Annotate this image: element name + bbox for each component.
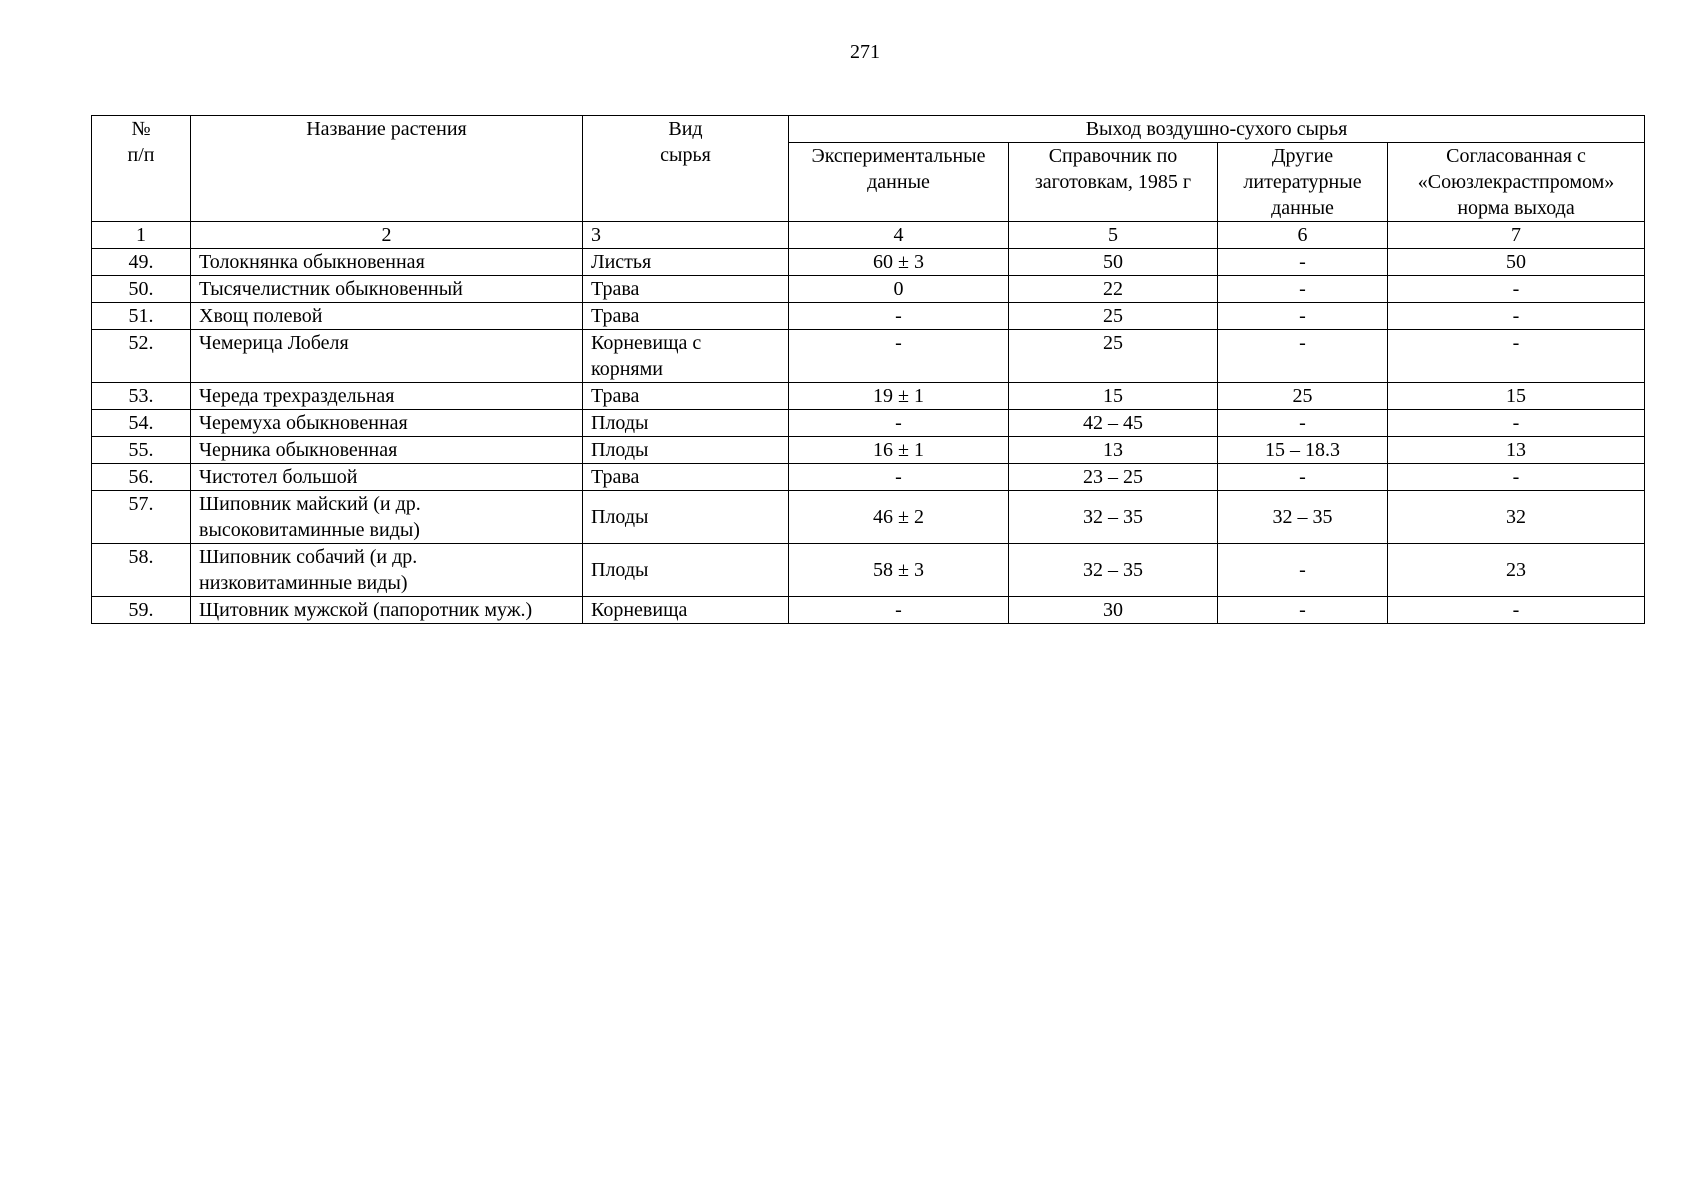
column-number: 5 bbox=[1009, 222, 1218, 249]
norm-value: 13 bbox=[1388, 437, 1645, 464]
raw-material-type: Трава bbox=[583, 383, 789, 410]
table-row bbox=[92, 330, 1645, 383]
plant-name: Тысячелистник обыкновенный bbox=[191, 276, 583, 303]
table-row bbox=[92, 410, 1645, 437]
experimental-value: 46 ± 2 bbox=[789, 491, 1009, 544]
table-row bbox=[92, 276, 1645, 303]
reference-value: 15 bbox=[1009, 383, 1218, 410]
norm-value: 23 bbox=[1388, 544, 1645, 597]
experimental-value: 16 ± 1 bbox=[789, 437, 1009, 464]
raw-material-type: Трава bbox=[583, 303, 789, 330]
experimental-value: - bbox=[789, 597, 1009, 624]
row-number: 58. bbox=[92, 544, 191, 597]
header-col-lit: Другие литературные данные bbox=[1218, 143, 1388, 222]
literature-value: 25 bbox=[1218, 383, 1388, 410]
literature-value: - bbox=[1218, 410, 1388, 437]
plant-name: Череда трехраздельная bbox=[191, 383, 583, 410]
plant-name: Чистотел большой bbox=[191, 464, 583, 491]
row-number: 52. bbox=[92, 330, 191, 383]
raw-material-type: Листья bbox=[583, 249, 789, 276]
header-col-norm: Согласованная с «Союзлекрастпромом» норма выхода bbox=[1388, 143, 1645, 222]
plant-name: Хвощ полевой bbox=[191, 303, 583, 330]
reference-value: 25 bbox=[1009, 330, 1218, 383]
reference-value: 50 bbox=[1009, 249, 1218, 276]
experimental-value: 58 ± 3 bbox=[789, 544, 1009, 597]
raw-material-type: Плоды bbox=[583, 410, 789, 437]
reference-value: 42 – 45 bbox=[1009, 410, 1218, 437]
header-col-name: Название растения bbox=[191, 116, 583, 222]
column-number: 4 bbox=[789, 222, 1009, 249]
literature-value: 32 – 35 bbox=[1218, 491, 1388, 544]
row-number: 59. bbox=[92, 597, 191, 624]
literature-value: - bbox=[1218, 464, 1388, 491]
norm-value: - bbox=[1388, 597, 1645, 624]
experimental-value: 60 ± 3 bbox=[789, 249, 1009, 276]
column-number: 3 bbox=[583, 222, 789, 249]
table-row bbox=[92, 303, 1645, 330]
row-number: 57. bbox=[92, 491, 191, 544]
literature-value: - bbox=[1218, 544, 1388, 597]
row-number: 53. bbox=[92, 383, 191, 410]
page-number: 271 bbox=[850, 41, 880, 63]
table-row bbox=[92, 383, 1645, 410]
literature-value: - bbox=[1218, 276, 1388, 303]
plant-name: Черемуха обыкновенная bbox=[191, 410, 583, 437]
header-col-ref: Справочник по заготовкам, 1985 г bbox=[1009, 143, 1218, 222]
row-number: 50. bbox=[92, 276, 191, 303]
norm-value: 50 bbox=[1388, 249, 1645, 276]
row-number: 49. bbox=[92, 249, 191, 276]
raw-material-type: Плоды bbox=[583, 491, 789, 544]
raw-material-type: Плоды bbox=[583, 544, 789, 597]
column-number: 1 bbox=[92, 222, 191, 249]
experimental-value: 19 ± 1 bbox=[789, 383, 1009, 410]
literature-value: 15 – 18.3 bbox=[1218, 437, 1388, 464]
norm-value: - bbox=[1388, 303, 1645, 330]
experimental-value: - bbox=[789, 464, 1009, 491]
plant-name: Шиповник майский (и др. высоковитаминные виды) bbox=[191, 491, 583, 544]
raw-material-type: Корневища bbox=[583, 597, 789, 624]
reference-value: 32 – 35 bbox=[1009, 491, 1218, 544]
experimental-value: 0 bbox=[789, 276, 1009, 303]
table-row bbox=[92, 437, 1645, 464]
experimental-value: - bbox=[789, 330, 1009, 383]
row-number: 54. bbox=[92, 410, 191, 437]
literature-value: - bbox=[1218, 249, 1388, 276]
reference-value: 25 bbox=[1009, 303, 1218, 330]
reference-value: 22 bbox=[1009, 276, 1218, 303]
row-number: 56. bbox=[92, 464, 191, 491]
reference-value: 32 – 35 bbox=[1009, 544, 1218, 597]
table-row bbox=[92, 544, 1645, 597]
plant-name: Толокнянка обыкновенная bbox=[191, 249, 583, 276]
table-row bbox=[92, 491, 1645, 544]
header-col-type: Вид сырья bbox=[583, 116, 789, 222]
norm-value: 15 bbox=[1388, 383, 1645, 410]
header-group-yield: Выход воздушно-сухого сырья bbox=[789, 116, 1645, 143]
table-row bbox=[92, 249, 1645, 276]
norm-value: - bbox=[1388, 464, 1645, 491]
raw-material-type: Трава bbox=[583, 464, 789, 491]
literature-value: - bbox=[1218, 330, 1388, 383]
raw-material-type: Плоды bbox=[583, 437, 789, 464]
literature-value: - bbox=[1218, 303, 1388, 330]
header-row-group bbox=[92, 116, 1645, 143]
yield-table bbox=[91, 115, 1645, 624]
reference-value: 13 bbox=[1009, 437, 1218, 464]
reference-value: 23 – 25 bbox=[1009, 464, 1218, 491]
norm-value: 32 bbox=[1388, 491, 1645, 544]
norm-value: - bbox=[1388, 410, 1645, 437]
norm-value: - bbox=[1388, 276, 1645, 303]
row-number: 55. bbox=[92, 437, 191, 464]
plant-name: Черника обыкновенная bbox=[191, 437, 583, 464]
header-col-no: № п/п bbox=[92, 116, 191, 222]
norm-value: - bbox=[1388, 330, 1645, 383]
plant-name: Чемерица Лобеля bbox=[191, 330, 583, 383]
raw-material-type: Трава bbox=[583, 276, 789, 303]
literature-value: - bbox=[1218, 597, 1388, 624]
experimental-value: - bbox=[789, 410, 1009, 437]
row-number: 51. bbox=[92, 303, 191, 330]
column-number: 2 bbox=[191, 222, 583, 249]
plant-name: Щитовник мужской (папоротник муж.) bbox=[191, 597, 583, 624]
raw-material-type: Корневища с корнями bbox=[583, 330, 789, 383]
header-col-exp: Экспериментальные данные bbox=[789, 143, 1009, 222]
table-row bbox=[92, 597, 1645, 624]
column-number: 6 bbox=[1218, 222, 1388, 249]
column-number-row bbox=[92, 222, 1645, 249]
reference-value: 30 bbox=[1009, 597, 1218, 624]
plant-name: Шиповник собачий (и др. низковитаминные виды) bbox=[191, 544, 583, 597]
table-row bbox=[92, 464, 1645, 491]
experimental-value: - bbox=[789, 303, 1009, 330]
column-number: 7 bbox=[1388, 222, 1645, 249]
